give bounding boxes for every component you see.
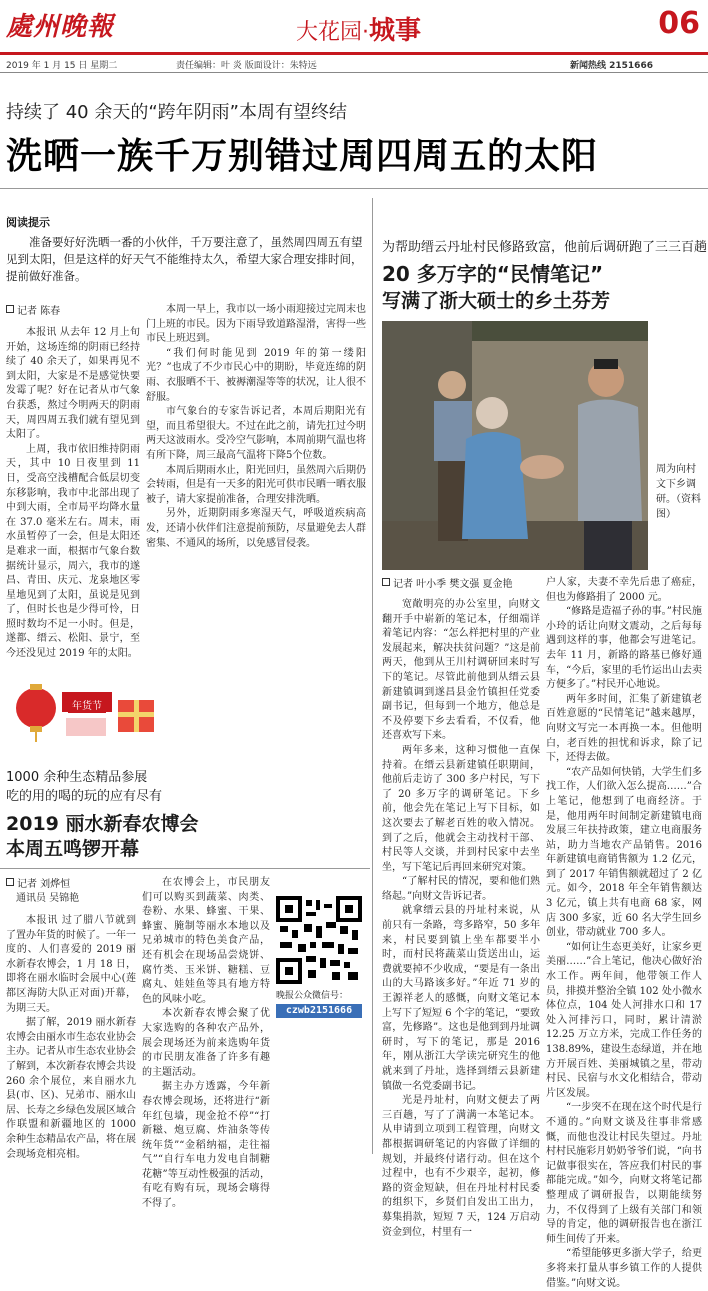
paragraph: 两年多时间，汇集了新建镇老百姓意愿的“民情笔记”越来越厚，向财文写完一本再换一本。但他明白，老百姓的担忧和诉求，除了记下，还得去做。 [546,693,702,764]
lead-kicker: 持续了 40 余天的“跨年阴雨”本周有望终结 [6,102,347,123]
section-title-right: 城事 [369,16,422,46]
farm-headline-line-1: 2019 丽水新春农博会 [6,813,199,835]
paragraph: 市气象台的专家告诉记者，本周后期阳光有望，而且希望很大。不过在此之前，请先扛过今明两天这波雨水。受冷空气影响，本周前期气温也将有所下降，周三最高气温将下降5个位数。 [146,406,366,461]
masthead-divider [0,52,708,55]
paragraph: 据主办方透露，今年新春农博会现场，还将进行“新年红包墙，现金抢不停”“打新糍、炮豆腐、炸油条等传统年货”“金稻纳福，走往福气”“自行车电力发电自制糖花糖”等互动性极强的活动，有吃有购有玩，现场会嗨得不得了。 [142,1081,270,1210]
farm-byline [6,878,79,906]
paragraph: “我们何时能见到 2019 年的第一缕阳光？”也成了不少市民心中的期盼，毕竟连绵的阴雨、衣服晒不干、被褥潮湿等等的状况，让人很不舒服。 [146,347,366,403]
paragraph: “修路是造福子孙的事。”村民施小玲的话让向财文震动，之后每每遇到这样的事，他都会写进笔记。去年 11 月，新路的路基已修好通车，“今后，家里的毛竹运出山去卖方便多了。”村民开心地说。 [546,606,702,691]
villagers-photo-image [382,321,648,570]
paragraph: 本周一早上，我市以一场小雨迎接过完周末也门上班的市民。因为下雨导致道路湿滑，害得一些市民上班迟到。 [146,304,366,345]
farm-byline-line-1: 记者 刘烨恒 [17,879,71,890]
byline-square-icon [6,305,14,313]
right-headline-line-1: 20 多万字的“民情笔记” [382,262,604,286]
paragraph: “了解村民的情况，要和他们熟络起。”向财文告诉记者。 [382,876,540,902]
farm-column-1 [6,914,136,1160]
paragraph: “农产品如何快销，大学生们多找工作，人们欲入怎么提高……”合上笔记，他想到了电商经济。于是，他用两年时间制定新建镇电商发展三年扶持政策，建立电商服务站，助力当地农产品销售。2016 年新建镇电商销售额为 1.2 亿元，到了 2017 年销售额就超过了 2 亿元。如今，2018 年全年销售额达 3 亿元，镇上共有电商 68 家，网店 300 多家，近 60 名大学生回乡创业，带动就业 700 多人。 [546,766,702,939]
lead-headline: 洗晒一族千万别错过周四周五的太阳 [6,136,599,177]
editor-line: 责任编辑：叶 炎 版面设计：朱特远 [176,61,317,71]
paragraph: 据了解，2019 丽水新春农博会由丽水市生态农业协会主办。记者从市生态农业协会了解到，本次新春农博会共设 260 余个展位，来自丽水九县(市、区)、兄弟市、丽水山居、长寿之乡绿色发展区域合作联盟和新疆地区的 1000 余种生态精品农产品，将在展会现场竞相亮相。 [6,1017,136,1160]
lead-byline-text: 记者 陈春 [17,306,61,317]
farm-byline-line-2: 通讯员 吴锦艳 [16,893,80,904]
header-rule [0,72,708,73]
paragraph: 户人家，夫妻不幸先后患了癌症，但也为修路捐了 2000 元。 [546,577,702,603]
wechat-id-badge: czwb2151666 [276,1004,362,1018]
paragraph: 另外，近期阴雨多寒湿天气，呼吸道疾病高发，还请小伙伴们注意提前预防，尽量避免去人群密集、不通风的场所，以免感冒侵袭。 [146,508,366,549]
right-byline-text: 记者 叶小季 樊文强 夏金艳 [393,579,513,590]
farm-headline-line-2: 本周五鸣锣开幕 [6,838,140,860]
paragraph: “一步突不在现在这个时代是行不通的。”向财文谈及往事非常感慨，而他也没让村民失望过。丹址村村民施彩月奶奶爷爷们说，“向书记做事很实在，答应我们村民的事都能完成。”如今，向财文将笔记都整理成了调研报告，以期能续努力，不仅得到了上级有关部门和领导的肯定，他的调研报告也在浙江师生间传了开来。 [546,1102,702,1245]
qr-code-icon [276,896,362,984]
banner-label: 年货节 [68,696,106,713]
right-kicker: 为帮助缙云丹址村民修路致富，他前后调研跑了三三百趟 [382,240,708,255]
new-year-goods-banner [10,678,162,744]
paragraph: 光是丹址村，向财文便去了两三百趟，写了了满满一本笔记本。从申请到立项到工程管理，向财文都根据调研笔记的内容做了详细的规划，并最终付诸行动。但在这个过程中，也有不少艰辛，起初，修路的资金短缺，但在丹址村村民委的组织下，乡贤们自发出工出力，募集捐款，短短 7 天，124 万启动资金到位，村里有一 [382,1095,540,1238]
paragraph: 上周，我市依旧维持阴雨天，其中 10 日夜里到 11 日，受高空浅槽配合低层切变东移影响，我市中北部出现了中到大雨，全市局平均降水量在 37.0 毫米左右。周末，雨水虽暂停了一会，但是太阳还是难求一面，根据市气象台数据统计显示，周六，我市的遂昌、青田、庆元、龙泉地区零星地见到了太阳，虽说是见到了，但时长也是少得可怜，日照时数均不足一小时。但是，遂都、缙云、松阳、景宁，至今还没见过 2019 年的太阳。 [6,443,140,660]
right-column-2 [546,576,702,1289]
farm-kicker [6,768,266,806]
paragraph: 本报讯 从去年 12 月上旬开始，这场连绵的阴雨已经持续了 40 余天了，如果再见不到太阳，大家是不是感觉快要发霉了呢？好在记者从市气象台获悉，熬过今明两天的阴雨天，周四周五我们就有望见到太阳了。 [6,327,140,441]
farm-rule [0,868,370,869]
reading-guide-label: 阅读提示 [6,216,50,229]
page-number: 06 [658,6,700,41]
section-title [296,10,421,47]
paragraph: “如何让生态更美好，让家乡更美丽……”合上笔记，他决心做好治水工作。两年间，他带领工作人员，排摸并整治全镇 102 处小微水体位点，104 处人河排水口和 17 处入河排污口，同时，累计清淤 12.25 万立方米，完成工作任务的 138.89%，建设生态绿道，并在地方开展百姓、美丽城镇之星，带动村民、民宿与水文化相结合，带动片区发展。 [546,941,702,1099]
farm-kicker-line-2: 吃的用的喝的玩的应有尽有 [6,789,163,804]
byline-square-icon [382,578,390,586]
right-byline [382,578,513,592]
photo-caption: 周为向村文下乡调研。（资料图） [656,464,701,520]
farm-headline [6,812,266,862]
wechat-qr-code [276,896,362,984]
qr-caption: 晚报公众微信号： [276,991,349,1001]
column-divider [372,198,373,1154]
paragraph: 在农博会上，市民朋友们可以购买到蔬菜、肉类、卷粉、水果、蜂蜜、干果、蜂蜜、腌制等丽水本地以及兄弟城市的特色美食产品，还有机会在现场品尝烧饼、腐竹类、玉米饼、糖糕、豆腐丸、娃娃鱼等具有地方特色的风味小吃。 [142,877,270,1005]
story-photo [382,321,648,570]
masthead-logo: 處州晚報 [6,12,115,42]
paragraph: “希望能够更多浙大学子，给更多将来打量从事乡镇工作的人提供借鉴。”向财文说。 [546,1248,702,1289]
paragraph: 两年多来，这种习惯他一直保持着。在缙云县新建镇任职期间，他前后走访了 300 多户村民，写下了 20 多万字的调研笔记。下乡前，他会先在笔记上写下目标，如这次要去了解老百姓的收入情况。到了之后，他就会主动找村干部、村民等人交谈，并到村民家中去坐坐，写下笔记后再回来研究对策。 [382,744,540,873]
farm-kicker-line-1: 1000 余种生态精品参展 [6,770,148,785]
paragraph: 本次新春农博会聚了优大家选购的各种农产品外，展会现场还为前来选购年货的市民朋友准备了许多有趣的主题活动。 [142,1008,270,1078]
lead-byline [6,305,60,319]
right-column-1 [382,598,540,1238]
paragraph: 就拿缙云县的丹址村来说，从前只有一条路，弯多路窄，50 多年来，村民要到镇上坐车都要半小时，而村民将蔬菜山货送出山，运费就要掉不少收成，“要是有一条出山的大马路该多好。”年近 71 岁的王源祥老人的感慨，向财文笔记本上写下了短短 6 个字的笔记，“要致富，先修路”。这也是他到到丹址调研时，写下的笔记，那是 2016 年，刚从浙江大学读完研究生的他就来到了丹址，选择到缙云县新建镇做一名党委副书记。 [382,905,540,1092]
paragraph: 本报讯 过了腊八节就到了置办年货的时候了。一年一度的、人们喜爱的 2019 丽水新春农博会，1 月 18 日，即将在丽水临时会展中心(莲都区海防大队正对面)开幕，为期三天。 [6,915,136,1014]
paragraph: 宽敞明亮的办公室里，向财文翻开手中崭新的笔记本，仔细端详着笔记内容：“怎么样把村里的产业发展起来，解决扶贫问题？”这是前两天，他到从王川村调研回来时写下的笔记。尽管此前他到从缙云县新建镇调到遂昌县金竹镇担任党委副书记，但每到一个地方，他总是不及停要下乡去看看，不仅看，他还喜欢写下来。 [382,599,540,742]
byline-square-icon [6,878,14,886]
lead-column-2 [146,303,366,663]
paragraph: 本周后期雨水止，阳光回归，虽然周六后期仍会转雨，但是有一天多的阳光可供市民晒一晒衣服被子，请大家提前准备，合理安排洗晒。 [146,464,366,505]
date-line: 2019 年 1 月 15 日 星期二 [6,61,118,71]
news-hotline: 新闻热线 2151666 [570,61,653,71]
lead-column-1 [6,326,140,662]
lead-rule [0,188,708,189]
reading-guide-text: 准备要好好洗晒一番的小伙伴，千万要注意了，虽然周四周五有望见到太阳，但是这样的好天气不能维持太久，希望大家合理安排时间，提前做好准备。 [6,235,363,283]
section-title-left: 大花园· [296,20,369,45]
right-headline-line-2: 写满了浙大硕士的乡土芬芳 [382,290,611,312]
farm-column-2 [142,876,270,1210]
